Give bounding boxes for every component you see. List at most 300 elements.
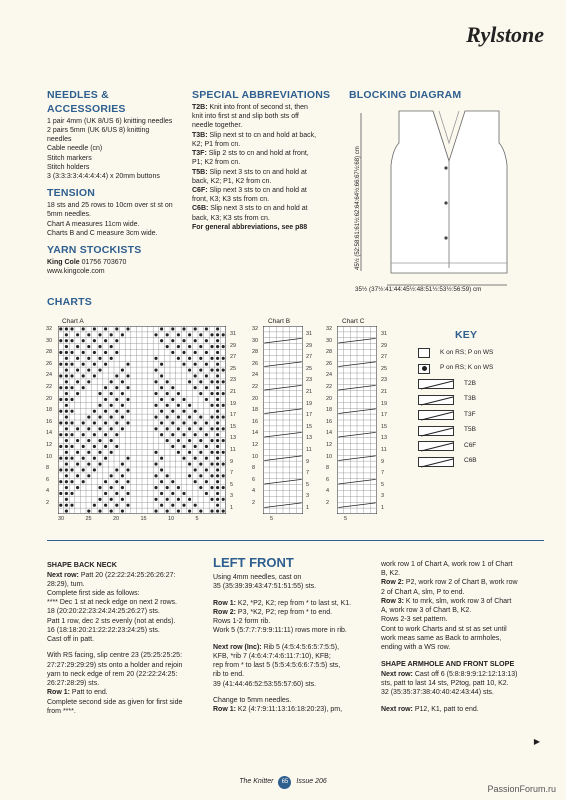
- abbrev-section: [192, 89, 337, 232]
- instruction-text: Rows 2-3 set pattern.: [381, 616, 448, 624]
- purl-dot: [160, 480, 163, 483]
- key-symbol-icon: [418, 457, 454, 467]
- purl-dot: [70, 410, 73, 413]
- purl-dot: [216, 345, 219, 348]
- abbrev-text: Knit into front of second st, then: [209, 103, 308, 111]
- row-number: 14: [326, 430, 333, 437]
- purl-dot: [93, 457, 96, 460]
- col-number: 15: [140, 516, 147, 522]
- purl-dot: [216, 451, 219, 454]
- abbrev-line: [192, 214, 337, 223]
- purl-dot: [98, 462, 101, 465]
- instruction-text: work row 1 of Chart A, work row 1 of Chart: [381, 561, 513, 568]
- purl-dot: [205, 327, 208, 330]
- abbrev-text: needle together.: [192, 122, 243, 130]
- instruction-text: Cast off 6 (5:8:8:9:9:12:12:13:13): [412, 670, 518, 678]
- blocking-diagram: [349, 103, 549, 298]
- row-number: 24: [326, 372, 333, 379]
- key-label: C6B: [464, 457, 477, 465]
- purl-dot: [70, 363, 73, 366]
- instruction-text: A, work row 3 of Chart B, K2.: [381, 607, 472, 615]
- instruction-line: [47, 698, 205, 707]
- row-number: 24: [252, 372, 259, 379]
- purl-dot: [126, 480, 129, 483]
- needles-line: needles: [47, 136, 72, 144]
- purl-dot: [87, 451, 90, 454]
- purl-dot: [98, 439, 101, 442]
- purl-dot: [216, 445, 219, 448]
- key-symbol-icon: [418, 441, 454, 451]
- purl-dot: [177, 392, 180, 395]
- row-number: 32: [46, 326, 53, 332]
- row-number: 3: [381, 493, 385, 500]
- purl-dot: [110, 357, 113, 360]
- purl-dot: [115, 410, 118, 413]
- purl-dot: [216, 374, 219, 377]
- instruction-text: With RS facing, slip centre 23 (25:25:25:25:: [47, 652, 183, 660]
- purl-dot: [70, 480, 73, 483]
- needles-heading: NEEDLES & ACCESSORIES: [47, 89, 126, 115]
- row-number: 17: [306, 412, 313, 419]
- instruction-line: [213, 670, 373, 679]
- row-number: 3: [306, 493, 310, 500]
- purl-dot: [194, 433, 197, 436]
- key-label: P on RS; K on WS: [440, 364, 494, 372]
- abbrev-text: K2; P1 from cn.: [192, 140, 241, 148]
- instruction-line: [381, 643, 546, 652]
- row-number: 28: [252, 349, 259, 356]
- purl-dot: [199, 333, 202, 336]
- row-number: 32: [252, 326, 259, 332]
- purl-dot: [65, 480, 68, 483]
- purl-dot: [65, 327, 68, 330]
- instruction-line: [213, 705, 373, 714]
- instruction-text: Work 5 (5:7:7:7:9:9:11:11) rows more in rib.: [213, 627, 347, 635]
- instruction-line: [47, 661, 205, 670]
- purl-dot: [199, 357, 202, 360]
- purl-dot: [65, 445, 68, 448]
- purl-dot: [65, 339, 68, 342]
- row-number: 12: [252, 442, 259, 448]
- purl-dot: [82, 480, 85, 483]
- purl-dot: [216, 333, 219, 336]
- purl-dot: [210, 474, 213, 477]
- purl-dot: [70, 445, 73, 448]
- purl-dot: [76, 368, 79, 371]
- row-number: 16: [46, 418, 53, 425]
- purl-dot: [166, 474, 169, 477]
- shape-back-neck-heading: SHAPE BACK NECK: [47, 560, 117, 569]
- row-number: 9: [230, 458, 234, 465]
- spacer: [381, 698, 546, 705]
- purl-dot: [98, 415, 101, 418]
- instruction-text: P3, *K2, P2; rep from * to end.: [235, 608, 333, 616]
- row-number: 30: [46, 337, 53, 344]
- purl-dot: [160, 421, 163, 424]
- row-number: 7: [230, 470, 234, 477]
- instruction-text: work meas same as Back to armholes,: [381, 634, 502, 642]
- row-number: 30: [252, 337, 259, 344]
- purl-dot: [210, 357, 213, 360]
- spacer: [47, 644, 205, 651]
- abbrev-text: Slip next st to cn and hold at back,: [209, 131, 317, 139]
- purl-dot: [171, 351, 174, 354]
- instruction-text: P12, K1, patt to end.: [412, 705, 479, 713]
- purl-dot: [115, 421, 118, 424]
- purl-dot: [65, 374, 68, 377]
- instruction-line: [381, 670, 546, 679]
- purl-dot: [160, 457, 163, 460]
- purl-dot: [166, 345, 169, 348]
- instruction-text: 28:29), turn.: [47, 580, 85, 588]
- row-number: 15: [306, 423, 313, 430]
- row-number: 13: [230, 435, 237, 442]
- abbrev-line: [192, 186, 337, 195]
- purl-dot: [205, 433, 208, 436]
- row-number: 21: [381, 389, 388, 395]
- row-number: 9: [306, 458, 310, 465]
- purl-dot: [210, 486, 213, 489]
- purl-dot: [160, 374, 163, 377]
- purl-dot: [194, 457, 197, 460]
- purl-dot: [194, 504, 197, 507]
- purl-dot: [104, 457, 107, 460]
- needles-line: 3 (3:3:3:3:4:4:4:4:4) x 20mm buttons: [47, 173, 160, 181]
- purl-dot: [188, 357, 191, 360]
- instruction-line: [47, 571, 205, 580]
- purl-dot: [216, 480, 219, 483]
- purl-dot: [70, 421, 73, 424]
- row-number: 17: [381, 412, 388, 419]
- needles-line: 1 pair 4mm (UK 8/US 6) knitting needles: [47, 117, 173, 125]
- purl-dot: [59, 480, 62, 483]
- abbrev-footer: For general abbreviations, see p88: [192, 223, 308, 231]
- purl-dot: [194, 386, 197, 389]
- purl-dot: [59, 374, 62, 377]
- purl-dot: [199, 486, 202, 489]
- purl-dot: [76, 345, 79, 348]
- purl-dot: [65, 386, 68, 389]
- key-heading: KEY: [455, 329, 478, 341]
- row-number: 1: [230, 505, 234, 511]
- purl-dot: [188, 427, 191, 430]
- purl-dot: [65, 474, 68, 477]
- purl-dot: [65, 345, 68, 348]
- purl-dot: [65, 509, 68, 512]
- purl-dot: [82, 457, 85, 460]
- purl-dot: [104, 480, 107, 483]
- purl-dot: [199, 474, 202, 477]
- purl-dot: [222, 451, 225, 454]
- blocking-heading: BLOCKING DIAGRAM: [349, 89, 462, 101]
- purl-dot: [121, 404, 124, 407]
- chart-c-label: Chart C: [342, 318, 365, 325]
- purl-dot: [171, 421, 174, 424]
- purl-dot: [199, 439, 202, 442]
- purl-dot: [216, 327, 219, 330]
- purl-dot: [65, 457, 68, 460]
- instruction-text: Patt to end.: [69, 689, 108, 697]
- tension-lines: [47, 201, 187, 238]
- instruction-line: [381, 569, 546, 578]
- instruction-line: [381, 560, 546, 569]
- purl-dot: [205, 468, 208, 471]
- purl-dot: [210, 427, 213, 430]
- purl-dot: [65, 462, 68, 465]
- purl-dot: [194, 363, 197, 366]
- purl-dot: [194, 374, 197, 377]
- purl-dot: [110, 498, 113, 501]
- purl-dot: [199, 345, 202, 348]
- row-number: 30: [326, 337, 333, 344]
- purl-dot: [110, 474, 113, 477]
- purl-dot: [166, 486, 169, 489]
- purl-dot: [216, 433, 219, 436]
- purl-dot: [216, 462, 219, 465]
- instruction-text: yarn to neck edge of rem 20 (22:22:24:25:: [47, 670, 178, 678]
- instruction-text: Cast off in patt.: [47, 636, 94, 644]
- purl-dot: [154, 333, 157, 336]
- purl-dot: [82, 445, 85, 448]
- key-symbol-icon: [418, 348, 430, 358]
- row-number: 25: [306, 365, 313, 372]
- row-number: 19: [381, 400, 388, 407]
- row-number: 14: [46, 430, 53, 437]
- purl-dot: [222, 498, 225, 501]
- instruction-label: Row 1:: [213, 599, 236, 607]
- row-number: 8: [326, 465, 330, 472]
- purl-dot: [126, 492, 129, 495]
- instruction-label: Row 1:: [47, 689, 70, 697]
- purl-dot: [121, 333, 124, 336]
- purl-dot: [216, 439, 219, 442]
- purl-dot: [216, 498, 219, 501]
- abbrev-line: [192, 168, 337, 177]
- instruction-label: Row 3:: [381, 597, 404, 605]
- purl-dot: [210, 404, 213, 407]
- col-number: 25: [85, 516, 92, 522]
- purl-dot: [199, 427, 202, 430]
- purl-dot: [194, 480, 197, 483]
- purl-dot: [93, 433, 96, 436]
- instruction-line: [47, 679, 205, 688]
- purl-dot: [222, 368, 225, 371]
- purl-dot: [70, 351, 73, 354]
- purl-dot: [210, 380, 213, 383]
- purl-dot: [87, 368, 90, 371]
- purl-dot: [216, 392, 219, 395]
- purl-dot: [76, 380, 79, 383]
- row-number: 21: [230, 389, 237, 395]
- purl-dot: [104, 421, 107, 424]
- abbrev-key: C6B:: [192, 205, 211, 213]
- purl-dot: [205, 480, 208, 483]
- purl-dot: [166, 404, 169, 407]
- instruction-text: Change to 5mm needles.: [213, 696, 292, 704]
- purl-dot: [216, 398, 219, 401]
- key-item: [418, 378, 476, 390]
- purl-dot: [115, 433, 118, 436]
- instruction-line: [213, 626, 373, 635]
- instruction-line: [381, 588, 546, 597]
- row-number: 10: [326, 453, 333, 460]
- row-number: 11: [230, 447, 236, 453]
- purl-dot: [171, 327, 174, 330]
- purl-dot: [188, 498, 191, 501]
- purl-dot: [222, 474, 225, 477]
- abbrev-line: [192, 204, 337, 213]
- purl-dot: [210, 415, 213, 418]
- purl-dot: [171, 504, 174, 507]
- purl-dot: [194, 339, 197, 342]
- purl-dot: [59, 421, 62, 424]
- instruction-label: Next row:: [47, 571, 79, 579]
- purl-dot: [199, 392, 202, 395]
- col-left-front: [213, 554, 373, 714]
- row-number: 31: [381, 331, 388, 337]
- row-number: 17: [230, 412, 237, 419]
- purl-dot: [222, 486, 225, 489]
- purl-dot: [216, 351, 219, 354]
- purl-dot: [216, 468, 219, 471]
- purl-dot: [205, 492, 208, 495]
- instruction-text: rep from * to last 5 (5:5:4:5:6:6:7:5:5) sts,: [213, 662, 341, 670]
- yarn-url[interactable]: www.kingcole.com: [47, 268, 105, 276]
- purl-dot: [216, 339, 219, 342]
- instruction-text: Rows 1-2 form rib.: [213, 618, 271, 626]
- instruction-line: [381, 625, 546, 634]
- needles-lines: [47, 117, 187, 182]
- purl-dot: [126, 421, 129, 424]
- row-number: 11: [381, 447, 387, 453]
- purl-dot: [59, 468, 62, 471]
- purl-dot: [216, 415, 219, 418]
- purl-dot: [87, 427, 90, 430]
- purl-dot: [182, 351, 185, 354]
- purl-dot: [110, 486, 113, 489]
- col-shape-back-neck: [47, 560, 205, 716]
- purl-dot: [65, 421, 68, 424]
- instruction-text: 27:27:29:29:29) sts onto a holder and rejoin: [47, 661, 183, 669]
- purl-dot: [182, 433, 185, 436]
- abbrev-line: [192, 195, 337, 204]
- purl-dot: [65, 380, 68, 383]
- purl-dot: [98, 427, 101, 430]
- row-number: 6: [252, 476, 256, 483]
- instruction-label: Next row (Inc):: [213, 643, 262, 651]
- purl-dot: [104, 504, 107, 507]
- purl-dot: [126, 374, 129, 377]
- purl-dot: [87, 357, 90, 360]
- row-number: 2: [46, 500, 50, 506]
- row-number: 26: [252, 360, 259, 367]
- row-number: 9: [381, 458, 385, 465]
- purl-dot: [98, 404, 101, 407]
- instruction-line: [213, 661, 373, 670]
- purl-dot: [222, 509, 225, 512]
- purl-dot: [65, 363, 68, 366]
- purl-dot: [93, 363, 96, 366]
- purl-dot: [76, 427, 79, 430]
- purl-dot: [216, 486, 219, 489]
- purl-dot: [154, 509, 157, 512]
- purl-dot: [188, 451, 191, 454]
- row-number: 18: [252, 407, 259, 414]
- purl-dot: [188, 415, 191, 418]
- purl-dot: [110, 427, 113, 430]
- purl-dot: [65, 451, 68, 454]
- purl-dot: [76, 392, 79, 395]
- page-footer: [0, 776, 566, 789]
- instruction-text: KFB, *rib 7 (4:6:4:7:4:6:11:7:10), KFB;: [213, 652, 331, 660]
- purl-dot: [70, 339, 73, 342]
- row-number: 5: [306, 481, 310, 488]
- needles-line: Cable needle (cn): [47, 145, 103, 153]
- purl-dot: [70, 433, 73, 436]
- purl-dot: [160, 504, 163, 507]
- instruction-text: 2 of Chart A, slm, P to end.: [381, 588, 465, 596]
- chart-b-grid: [263, 326, 303, 514]
- purl-dot: [110, 333, 113, 336]
- purl-dot: [166, 333, 169, 336]
- col-number: 10: [168, 516, 175, 522]
- row-number: 29: [230, 342, 237, 349]
- instruction-text: 26:27:28:29) sts.: [47, 680, 100, 688]
- row-number: 13: [381, 435, 388, 442]
- purl-dot: [65, 492, 68, 495]
- purl-dot: [59, 386, 62, 389]
- purl-dot: [82, 421, 85, 424]
- purl-dot: [222, 462, 225, 465]
- row-number: 2: [326, 500, 330, 506]
- key-item: [418, 347, 493, 359]
- row-number: 26: [46, 360, 53, 367]
- row-number: 28: [326, 349, 333, 356]
- yarn-brand: King Cole: [47, 259, 80, 267]
- purl-dot: [194, 410, 197, 413]
- purl-dot: [194, 421, 197, 424]
- purl-dot: [104, 445, 107, 448]
- tension-line: Charts B and C measure 3cm wide.: [47, 229, 158, 237]
- instruction-text: Using 4mm needles, cast on: [213, 574, 302, 582]
- purl-dot: [59, 445, 62, 448]
- purl-dot: [110, 404, 113, 407]
- purl-dot: [76, 474, 79, 477]
- abbrev-line: [192, 131, 337, 140]
- purl-dot: [182, 339, 185, 342]
- spacer: [213, 592, 373, 599]
- purl-dot: [160, 386, 163, 389]
- purl-dot: [194, 327, 197, 330]
- purl-dot: [121, 486, 124, 489]
- instruction-text: ending with a WS row.: [381, 644, 451, 652]
- purl-dot: [115, 504, 118, 507]
- abbrev-text: back, K3; K3 sts from cn.: [192, 214, 270, 222]
- purl-dot: [82, 351, 85, 354]
- abbrev-text: Slip next 3 sts to cn and hold at: [210, 205, 308, 213]
- chart-a-label: Chart A: [62, 318, 84, 325]
- key-item: [418, 363, 493, 375]
- purl-dot: [182, 363, 185, 366]
- instruction-text: Rib 5 (4:5:4:5:6:5:7:5:5),: [261, 643, 340, 651]
- purl-dot: [166, 415, 169, 418]
- instruction-text: K to mrk, slm, work row 3 of Chart: [403, 597, 512, 605]
- row-number: 27: [230, 354, 237, 361]
- purl-dot: [59, 398, 62, 401]
- purl-dot: [216, 492, 219, 495]
- purl-dot: [166, 439, 169, 442]
- purl-dot: [205, 386, 208, 389]
